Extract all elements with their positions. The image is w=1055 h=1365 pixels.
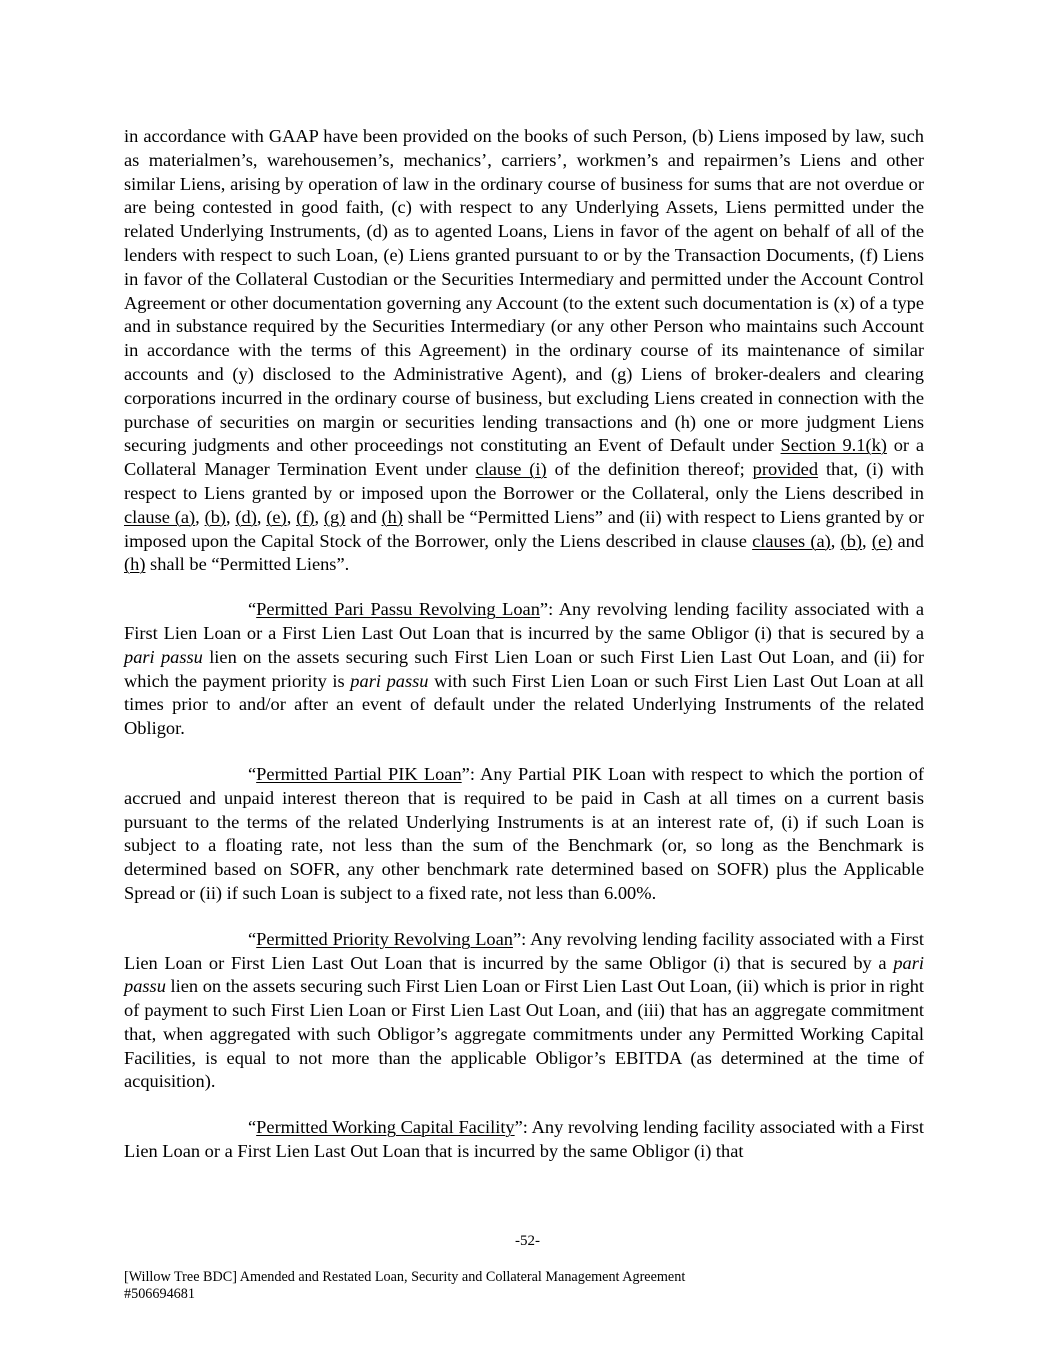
underlined-term: (e) bbox=[871, 530, 893, 551]
text-run: ”: Any revolving lending facility associated with a First Lien Loan or a First Lien Last Out Loan that is incurred by the same Obligor (i) that bbox=[124, 1117, 925, 1162]
text-run: , bbox=[830, 530, 841, 551]
document-body bbox=[124, 125, 924, 1186]
text-run: ”: Any revolving lending facility associated with a First Lien Loan or First Lien Last Out Loan that is incurred by the same Obligor (i) that is secured by a bbox=[124, 928, 924, 973]
underlined-term: (h) bbox=[381, 506, 403, 527]
text-run: “ bbox=[248, 599, 257, 620]
underlined-term: (d) bbox=[235, 506, 257, 527]
text-run: ”: Any revolving lending facility associated with a First Lien Loan or a First Lien Last Out Loan that is incurred by the same Obligor (i) that is secured by a bbox=[124, 599, 924, 643]
footer bbox=[124, 1269, 685, 1303]
text-run: or a Collateral Manager Termination Event under bbox=[124, 435, 924, 480]
underlined-term: (h) bbox=[124, 554, 146, 575]
text-run: with such First Lien Loan or such First Lien Last Out Loan at all times prior to and/or after an event of default under the related Underlying Instruments of the related Obligor. bbox=[124, 670, 925, 739]
definition-permitted-partial-pik-loan bbox=[124, 763, 924, 906]
definition-permitted-priority-revolving-loan bbox=[124, 928, 924, 1095]
underlined-term: (g) bbox=[323, 506, 346, 527]
underlined-term: Permitted Pari Passu Revolving Loan bbox=[256, 599, 540, 620]
italic-term: pari passu bbox=[124, 646, 203, 667]
text-run: lien on the assets securing such First Lien Loan or such First Lien Last Out Loan, and (ii) for which the payment priority is bbox=[124, 646, 924, 691]
text-run: “ bbox=[248, 1117, 257, 1138]
underlined-term: clause (i) bbox=[475, 459, 547, 480]
text-run: , bbox=[226, 506, 236, 527]
text-run: in accordance with GAAP have been provided on the books of such Person, (b) Liens imposed by law, such as materialmen’s, warehousemen’s, mechanics’, carriers’, workmen’s and repairmen’s Liens and other similar Liens, arising by operation of law in the ordinary course of business for sums that are not overdue or are being contested in good faith, (c) with respect to any Underlying Assets, Liens permitted under the related Underlying Instruments, (d) as to agented Loans, Liens in favor of the agent on behalf of all of the lenders with respect to such Loan, (e) Liens granted pursuant to or by the Transaction Documents, (f) Liens in favor of the Collateral Custodian or the Securities Intermediary and permitted under the Account Control Agreement or other documentation governing any Account (to the extent such documentation is (x) of a type and in substance required by the Securities Intermediary (or any other Person who maintains such Account in accordance with the terms of this Agreement) in the ordinary course of its maintenance of similar accounts and (y) disclosed to the Administrative Agent), and (g) Liens of broker-dealers and clearing corporations incurred in the ordinary course of business, but excluding Liens created in connection with the purchase of securities on margin or securities lending transactions and (h) one or more judgment Liens securing judgments and other proceedings not constituting an Event of Default under bbox=[124, 126, 924, 456]
text-run: and bbox=[892, 530, 925, 551]
text-run: , bbox=[314, 506, 324, 527]
definition-permitted-working-capital-facility bbox=[124, 1116, 924, 1164]
text-run: , bbox=[195, 506, 205, 527]
underlined-term: clause (a) bbox=[124, 506, 196, 527]
text-run: shall be “Permitted Liens” and (ii) with respect to Liens granted by or imposed upon the Capital Stock of the Borrower, only the Liens described in clause bbox=[124, 506, 925, 551]
footer-document-id: #506694681 bbox=[124, 1286, 195, 1302]
underlined-term: Permitted Priority Revolving Loan bbox=[256, 928, 513, 949]
underlined-term: (b) bbox=[840, 530, 863, 551]
page-number: -52- bbox=[515, 1233, 540, 1249]
paragraph-permitted-liens-continued bbox=[124, 125, 924, 577]
underlined-term: (b) bbox=[204, 506, 227, 527]
underlined-term: Section 9.1(k) bbox=[780, 435, 887, 456]
text-run: ”: Any Partial PIK Loan with respect to which the portion of accrued and unpaid interest thereon that is required to be paid in Cash at all times on a current basis pursuant to the terms of the related Underlying Instruments is at an interest rate of, (i) if such Loan is subject to a floating rate, not less than the sum of the Benchmark (or, so long as the Benchmark is determined based on SOFR, any other benchmark rate determined based on SOFR) plus the Applicable Spread or (ii) if such Loan is subject to a fixed rate, not less than 6.00%. bbox=[124, 763, 925, 903]
text-run: that, (i) with respect to Liens granted by or imposed upon the Borrower or the Collateral, only the Liens described in bbox=[124, 459, 924, 503]
text-run: and bbox=[345, 506, 382, 527]
italic-term: pari passu bbox=[124, 952, 924, 997]
underlined-term: Permitted Partial PIK Loan bbox=[256, 763, 462, 784]
underlined-term: provided bbox=[752, 459, 819, 480]
text-run: lien on the assets securing such First Lien Loan or First Lien Last Out Loan, (ii) which is prior in right of payment to such First Lien Loan or First Lien Last Out Loan, and (iii) that has an aggregate commitment that, when aggregated with such Obligor’s aggregate commitments under any Permitted Working Capital Facilities, is equal to not more than the applicable Obligor’s EBITDA (as determined at the time of acquisition). bbox=[124, 976, 924, 1092]
underlined-term: Permitted Working Capital Facility bbox=[256, 1117, 515, 1138]
underlined-term: (f) bbox=[296, 506, 315, 527]
text-run: of the definition thereof; bbox=[546, 459, 753, 480]
footer-title: [Willow Tree BDC] Amended and Restated Loan, Security and Collateral Management Agreement bbox=[124, 1269, 686, 1285]
underlined-term: (e) bbox=[266, 506, 287, 527]
text-run: “ bbox=[248, 763, 257, 784]
text-run: , bbox=[256, 506, 267, 527]
text-run: , bbox=[862, 530, 872, 551]
text-run: shall be “Permitted Liens”. bbox=[145, 554, 350, 575]
italic-term: pari passu bbox=[350, 670, 429, 691]
text-run: “ bbox=[248, 928, 257, 949]
underlined-term: clauses (a) bbox=[752, 530, 831, 551]
text-run: , bbox=[286, 506, 297, 527]
definition-permitted-pari-passu-revolving-loan bbox=[124, 598, 924, 741]
